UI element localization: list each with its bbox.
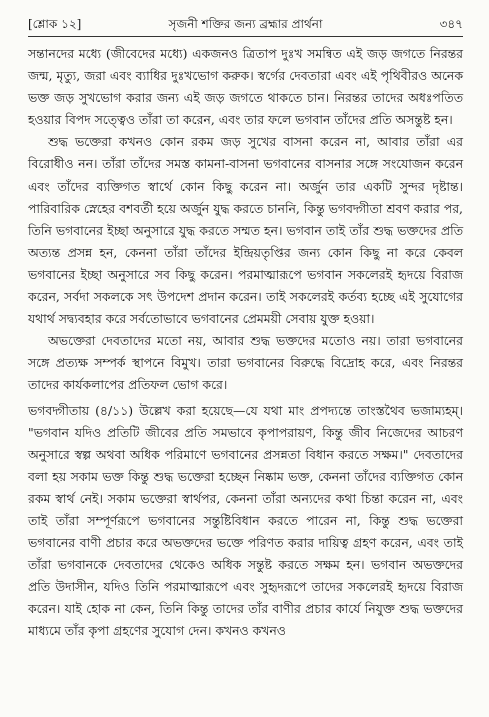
running-header (28, 14, 463, 36)
verse-marker: [শ্লোক ১২] (28, 17, 82, 31)
paragraph: সন্তানদের মধ্যে (জীবেদের মধ্যে) একজনও ত্রিতাপ দুঃখ সমন্বিত এই জড় জগতে নিরন্তর জন্ম, মৃত্যু, জরা এবং ব্যাধির দুঃখভোগ করুক। স্বর্গের দেবতারা এবং এই পৃথিবীরও অনেক ভক্ত জড় সুখভোগ করার জন্য এই জড় জগতে থাকতে চান। নিরন্তর তাদের অধঃপতিত হওয়ার বিপদ সত্ত্বেও তাঁরা তা করেন, এবং তার ফলে ভগবান তাঁদের প্রতি অসন্তুষ্ট হন। (28, 46, 463, 128)
body-text (28, 43, 463, 643)
paragraph: শুদ্ধ ভক্তেরা কখনও কোন রকম জড় সুখের বাসনা করেন না, আবার তাঁরা এর বিরোধীও নন। তাঁরা তাঁদের সমস্ত কামনা-বাসনা ভগবানের বাসনার সঙ্গে সংযোজন করেন এবং তাঁদের ব্যক্তিগত স্বার্থে কোন কিছু করেন না। অর্জুন তার একটি সুন্দর দৃষ্টান্ত। পারিবারিক স্নেহের বশবর্তী হয়ে অর্জুন যুদ্ধ করতে চাননি, কিন্তু ভগবদ্গীতা শ্রবণ করার পর, তিনি ভগবানের ইচ্ছা অনুসারে যুদ্ধ করতে সম্মত হন। ভগবান তাই তাঁর শুদ্ধ ভক্তদের প্রতি অত্যন্ত প্রসন্ন হন, কেননা তাঁরা তাঁদের ইন্দ্রিয়তৃপ্তির জন্য কোন কিছু না করে কেবল ভগবানের ইচ্ছা অনুসারে সব কিছু করেন। পরমাত্মারূপে ভগবান সকলেরই হৃদয়ে বিরাজ করেন, সর্বদা সকলকে সৎ উপদেশ প্রদান করেন। তাই সকলেরই কর্তব্য হচ্ছে এই সুযোগের যথার্থ সদ্ব্যবহার করে সর্বতোভাবে ভগবানের প্রেমময়ী সেবায় যুক্ত হওয়া। (28, 134, 463, 327)
page-number: ৩৪৭ (439, 17, 463, 31)
chapter-title: সৃজনী শক্তির জন্য ব্রহ্মার প্রার্থনা (168, 17, 323, 31)
paragraph: ভগবদ্গীতায় (৪/১১) উল্লেখ করা হয়েছে—যে যথা মাং প্রপদ্যন্তে তাংস্তথৈব ভজাম্যহম্। "ভগবান যদিও প্রতিটি জীবের প্রতি সমভাবে কৃপাপরায়ণ, কিন্তু জীব নিজেদের আচরণ অনুসারে স্বল্প অথবা অধিক পরিমাণে ভগবানের প্রসন্নতা বিধান করতে সক্ষম।" দেবতাদের বলা হয় সকাম ভক্ত কিন্তু শুদ্ধ ভক্তেরা হচ্ছেন নিষ্কাম ভক্ত, কেননা তাঁদের ব্যক্তিগত কোন রকম স্বার্থ নেই। সকাম ভক্তেরা স্বার্থপর, কেননা তাঁরা অন্যদের কথা চিন্তা করেন না, এবং তাই তাঁরা সম্পূর্ণরূপে ভগবানের সন্তুষ্টিবিধান করতে পারেন না, কিন্তু শুদ্ধ ভক্তেরা ভগবানের বাণী প্রচার করে অভক্তদের ভক্তে পরিণত করার দায়িত্ব গ্রহণ করেন, এবং তাই তাঁরা ভগবানকে দেবতাদের থেকেও অধিক সন্তুষ্ট করতে সক্ষম হন। ভগবান অভক্তদের প্রতি উদাসীন, যদিও তিনি পরমাত্মারূপে এবং সুহৃদরূপে তাদের সকলেরই হৃদয়ে বিরাজ করেন। যাই হোক না কেন, তিনি কিন্তু তাদের তাঁর বাণীর প্রচার কার্যে নিযুক্ত শুদ্ধ ভক্তদের মাধ্যমে তাঁর কৃপা গ্রহণের সুযোগ দেন। কখনও কখনও (28, 402, 463, 639)
header-rule (28, 36, 463, 37)
paragraph: অভক্তেরা দেবতাদের মতো নয়, আবার শুদ্ধ ভক্তদের মতোও নয়। তারা ভগবানের সঙ্গে প্রত্যক্ষ সম্পর্ক স্থাপনে বিমুখ। তারা ভগবানের বিরুদ্ধে বিদ্রোহ করে, এবং নিরন্তর তাদের কার্যকলাপের প্রতিফল ভোগ করে। (28, 333, 463, 393)
